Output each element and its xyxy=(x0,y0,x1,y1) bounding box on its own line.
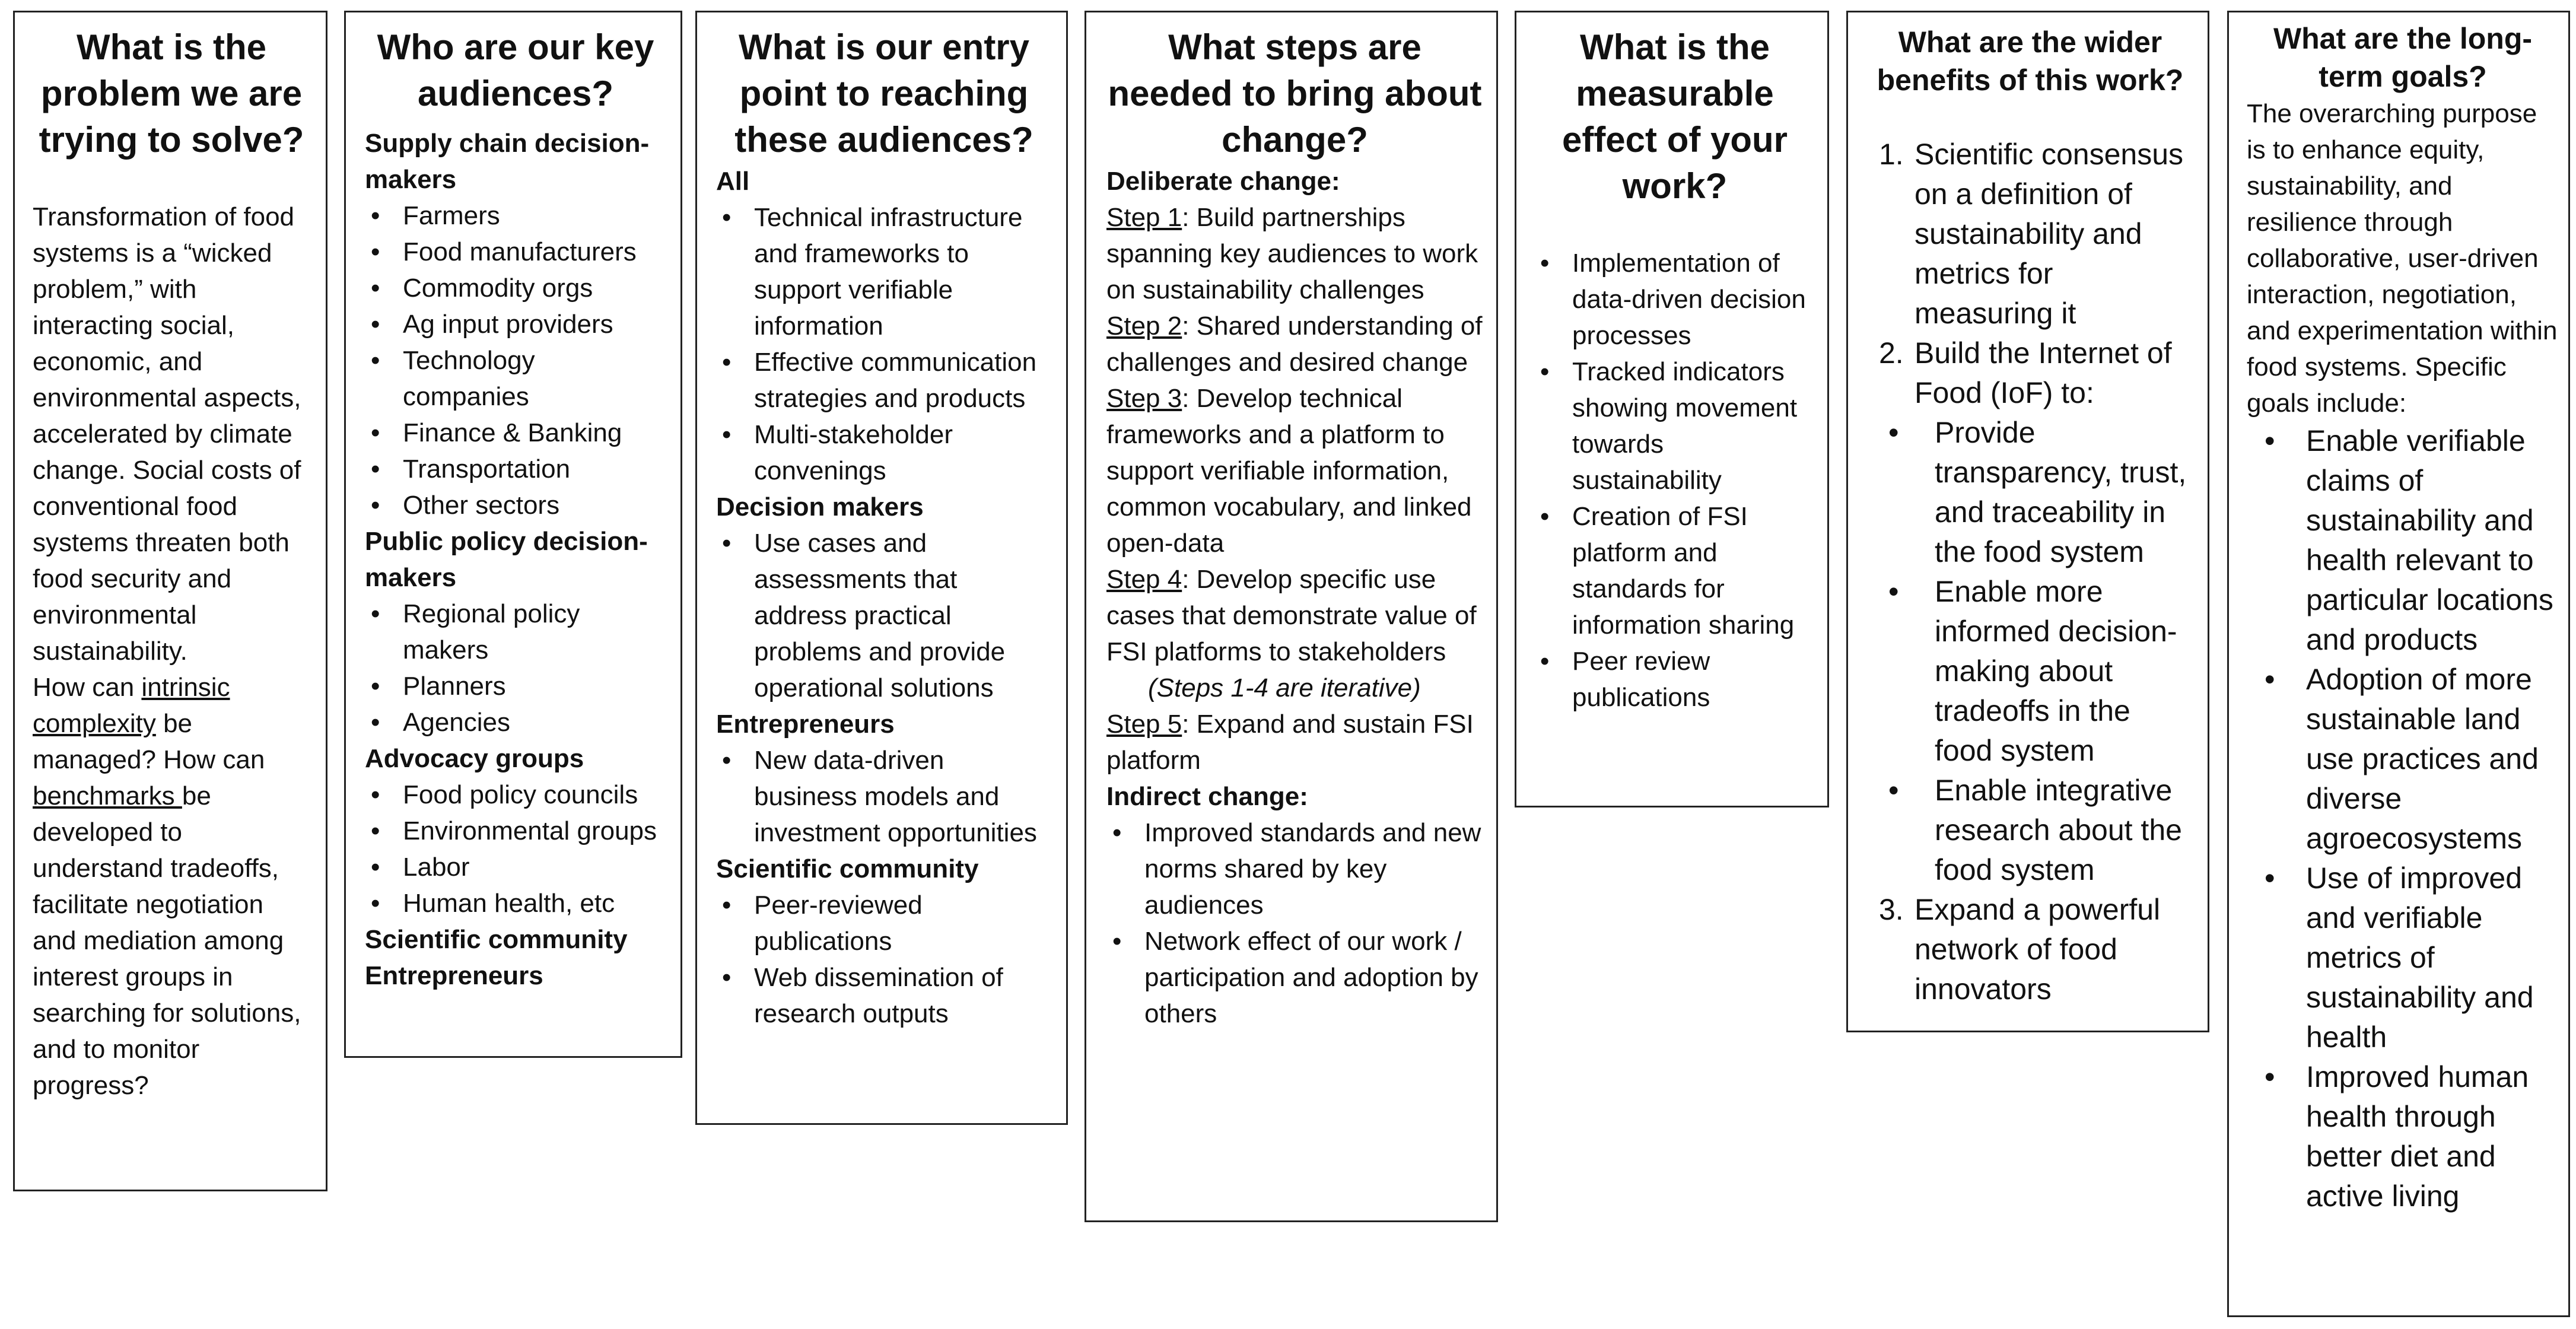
list-item: • Technology companies xyxy=(365,342,666,415)
column-long-term-goals xyxy=(2227,11,2570,1317)
list-item: • Farmers xyxy=(365,198,666,234)
deliberate-change-heading: Deliberate change: xyxy=(1106,167,1340,196)
step-1 xyxy=(1106,199,1483,308)
list-item: • Creation of FSI platform and standards for information sharing xyxy=(1534,498,1815,643)
column-measurable-effect-title: What is the measurable effect of your work? xyxy=(1561,27,1788,206)
list-item: • Enable integrative research about the food system xyxy=(1865,771,2196,890)
list-item: • Technical infrastructure and frameworks to support verifiable information xyxy=(716,199,1052,344)
column-wider-benefits-title: What are the wider benefits of this work? xyxy=(1877,26,2184,97)
step-2 xyxy=(1106,308,1483,380)
question-text-b: be managed? How can xyxy=(33,709,265,774)
list-item: • Effective communication strategies and products xyxy=(716,344,1052,416)
group-scientific-community: Scientific community xyxy=(716,854,979,883)
step-4 xyxy=(1106,561,1483,670)
list-item: • Other sectors xyxy=(365,487,666,523)
benefit-number: 1. xyxy=(1879,138,1904,171)
group-advocacy: Advocacy groups xyxy=(365,744,584,773)
column-problem-title: What is the problem we are trying to solve? xyxy=(39,27,304,160)
benefit-text: Expand a powerful network of food innovators xyxy=(1914,893,2161,1006)
list-item: • Provide transparency, trust, and traceability in the food system xyxy=(1865,413,2196,572)
benchmarks-term: benchmarks xyxy=(33,781,182,810)
list-item: • Regional policy makers xyxy=(365,596,666,668)
indirect-change-list xyxy=(1106,815,1483,1032)
benefit-2 xyxy=(1865,333,2196,413)
step-label: Step 3 xyxy=(1106,384,1182,413)
step-label: Step 2 xyxy=(1106,311,1182,341)
list-item: • Enable verifiable claims of sustainability and health relevant to particular locations and products xyxy=(2247,421,2559,660)
step-text: : Expand and sustain FSI platform xyxy=(1106,710,1474,775)
column-entry-point-title: What is our entry point to reaching these audiences? xyxy=(734,27,1033,160)
list-item: • Human health, etc xyxy=(365,885,666,921)
benefit-text: Build the Internet of Food (IoF) to: xyxy=(1914,336,2172,409)
list-item: • Web dissemination of research outputs xyxy=(716,959,1052,1032)
list-item: • Environmental groups xyxy=(365,813,666,849)
decision-makers-list xyxy=(716,525,1052,706)
column-wider-benefits xyxy=(1846,11,2209,1032)
group-entrepreneurs: Entrepreneurs xyxy=(716,710,895,739)
step-label: Step 4 xyxy=(1106,565,1182,594)
list-item: • Ag input providers xyxy=(365,306,666,342)
group-public-policy: Public policy decision-makers xyxy=(365,527,648,592)
scientific-community-list xyxy=(716,887,1052,1032)
step-5 xyxy=(1106,706,1483,778)
list-item: • Multi-stakeholder convenings xyxy=(716,416,1052,489)
problem-questions xyxy=(33,669,310,1104)
list-item: • Peer review publications xyxy=(1534,643,1815,716)
column-problem xyxy=(13,11,327,1191)
benefit-number: 3. xyxy=(1879,893,1904,926)
group-scientific-community: Scientific community xyxy=(365,925,628,954)
step-3 xyxy=(1106,380,1483,561)
benefit-number: 2. xyxy=(1879,336,1904,370)
group-entrepreneurs: Entrepreneurs xyxy=(365,961,543,990)
benefit-text: Scientific consensus on a definition of sustainability and metrics for measuring it xyxy=(1914,138,2184,330)
group-supply-chain: Supply chain decision-makers xyxy=(365,129,650,194)
step-text: : Develop technical frameworks and a platform to support verifiable information, common vocabulary, and linked open-data xyxy=(1106,384,1472,558)
list-item: • Enable more informed decision-making about tradeoffs in the food system xyxy=(1865,572,2196,771)
step-text: : Develop specific use cases that demonstrate value of FSI platforms to stakeholders xyxy=(1106,565,1477,666)
list-item: • Transportation xyxy=(365,451,666,487)
list-item: • Commodity orgs xyxy=(365,270,666,306)
list-item: • Planners xyxy=(365,668,666,704)
benefit-3 xyxy=(1865,890,2196,1009)
column-audiences-title: Who are our key audiences? xyxy=(377,27,654,113)
column-steps xyxy=(1085,11,1498,1222)
column-measurable-effect xyxy=(1515,11,1829,807)
benefit-1 xyxy=(1865,135,2196,333)
step-text: : Shared understanding of challenges and desired change xyxy=(1106,311,1483,377)
supply-chain-list xyxy=(365,198,666,523)
indirect-change-heading: Indirect change: xyxy=(1106,782,1308,811)
list-item: • Improved standards and new norms shared by key audiences xyxy=(1106,815,1483,923)
iterative-note: (Steps 1-4 are iterative) xyxy=(1148,673,1421,702)
step-label: Step 1 xyxy=(1106,203,1182,232)
effect-list xyxy=(1534,245,1815,716)
list-item: • New data-driven business models and investment opportunities xyxy=(716,742,1052,851)
intrinsic-complexity-term: intrinsic complexity xyxy=(33,673,230,738)
column-audiences xyxy=(344,11,682,1058)
list-item: • Tracked indicators showing movement towards sustainability xyxy=(1534,354,1815,498)
public-policy-list xyxy=(365,596,666,740)
all-list xyxy=(716,199,1052,489)
list-item: • Finance & Banking xyxy=(365,415,666,451)
list-item: • Use cases and assessments that address practical problems and provide operational solutions xyxy=(716,525,1052,706)
list-item: • Peer-reviewed publications xyxy=(716,887,1052,959)
step-label: Step 5 xyxy=(1106,710,1182,739)
list-item: • Labor xyxy=(365,849,666,885)
group-all: All xyxy=(716,167,750,196)
list-item: • Agencies xyxy=(365,704,666,740)
column-long-term-goals-title: What are the long-term goals? xyxy=(2273,22,2533,93)
problem-description: Transformation of food systems is a “wicked problem,” with interacting social, economic, and environmental aspects, accelerated by climate change. Social costs of conventional food systems threaten both food security and environmental sustainability. xyxy=(33,202,301,666)
question-text-c: be developed to understand tradeoffs, facilitate negotiation and mediation among interest groups in searching for solutions, and to monitor progress? xyxy=(33,781,301,1100)
list-item: • Implementation of data-driven decision processes xyxy=(1534,245,1815,354)
column-entry-point xyxy=(695,11,1068,1125)
column-steps-title: What steps are needed to bring about change? xyxy=(1108,27,1482,160)
list-item: • Adoption of more sustainable land use practices and diverse agroecosystems xyxy=(2247,660,2559,859)
step-text: : Build partnerships spanning key audiences to work on sustainability challenges xyxy=(1106,203,1478,304)
question-text-a: How can xyxy=(33,673,142,702)
entrepreneurs-list xyxy=(716,742,1052,851)
list-item: • Network effect of our work / participation and adoption by others xyxy=(1106,923,1483,1032)
advocacy-list xyxy=(365,777,666,921)
long-term-intro: The overarching purpose is to enhance equity, sustainability, and resilience through collaborative, user-driven interaction, negotiation, and experimentation within food systems. Specific goals include: xyxy=(2247,99,2558,418)
list-item: • Improved human health through better diet and active living xyxy=(2247,1057,2559,1216)
iof-sublist xyxy=(1865,413,2196,890)
list-item: • Food policy councils xyxy=(365,777,666,813)
goals-list xyxy=(2247,421,2559,1216)
list-item: • Food manufacturers xyxy=(365,234,666,270)
list-item: • Use of improved and verifiable metrics of sustainability and health xyxy=(2247,859,2559,1057)
group-decision-makers: Decision makers xyxy=(716,492,924,522)
